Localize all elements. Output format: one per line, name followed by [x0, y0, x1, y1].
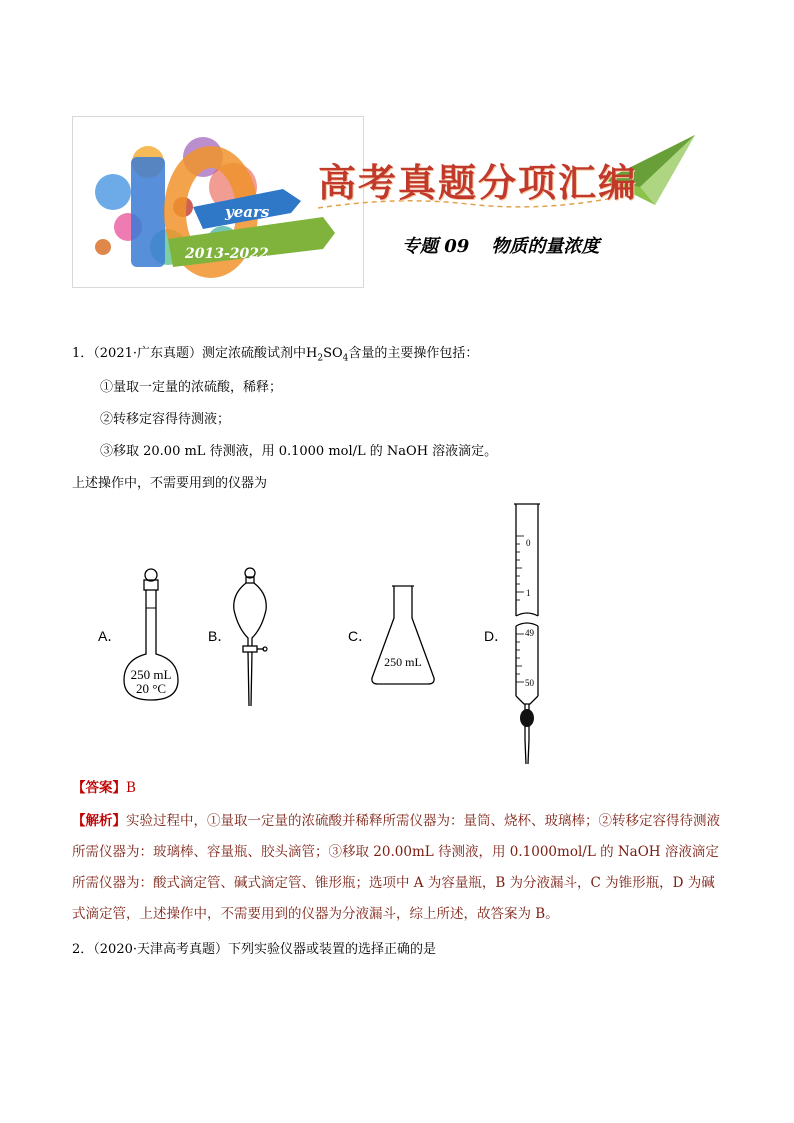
q1-sub-4: 4 — [342, 353, 349, 364]
answer-value: B — [126, 780, 136, 796]
topic-code: 专题 09 — [402, 236, 470, 257]
q1-step-3: ③移取 20.00 mL 待测液，用 0.1000 mol/L 的 NaOH 溶液滴定。 — [100, 444, 498, 459]
option-a-label: A． — [98, 628, 122, 644]
logo-years-word: years — [225, 203, 270, 221]
q1-analysis — [72, 806, 722, 930]
analysis-tag: 【解析】 — [72, 813, 126, 829]
volumetric-flask-icon — [118, 566, 188, 706]
burette-mark-50: 50 — [525, 678, 534, 688]
logo-year-range: 2013-2022 — [185, 246, 269, 262]
q2-stem — [72, 940, 436, 960]
option-b-label: B． — [208, 628, 232, 644]
q2-number: 2． — [72, 942, 94, 957]
q1-sub-2: 2 — [317, 353, 324, 364]
flask-c-volume: 250 mL — [384, 655, 422, 669]
q1-stem — [72, 344, 478, 369]
q1-stem-text-b: SO — [323, 346, 343, 361]
flask-a-volume: 250 mL — [130, 667, 172, 682]
q1-stem-text-a: 测定浓硫酸试剂中H — [202, 346, 318, 361]
burette-mark-0: 0 — [526, 538, 531, 548]
q1-source: （2021·广东真题） — [93, 346, 202, 361]
burette-mark-1: 1 — [526, 588, 531, 598]
q2-text: 下列实验仪器或装置的选择正确的是 — [228, 942, 437, 957]
topic-name: 物质的量浓度 — [491, 236, 600, 257]
q1-answer — [72, 778, 136, 798]
analysis-text: 实验过程中，①量取一定量的浓硫酸并稀释所需仪器为：量筒、烧杯、玻璃棒；②转移定容得待测液所需仪器为：玻璃棒、容量瓶、胶头滴管；③移取 20.00mL 待测液，用 0.1000mol/L 的 NaOH 溶液滴定所需仪器为：酸式滴定管、碱式滴定管、锥形瓶；选项中 A 为容量瓶，B 为分液漏斗，C 为锥形瓶，D 为碱式滴定管，上述操作中，不需要用到的仪器为分液漏斗，综上所述，故答案为 B。 — [72, 813, 720, 922]
q1-step-2: ②转移定容得待测液； — [100, 412, 231, 427]
q1-question: 上述操作中，不需要用到的仪器为 — [72, 476, 268, 491]
answer-tag: 【答案】 — [72, 780, 126, 796]
erlenmeyer-flask-icon — [368, 584, 438, 688]
option-c-label: C． — [348, 628, 373, 644]
q1-step-1: ①量取一定量的浓硫酸，稀释； — [100, 380, 283, 395]
series-title: 高考真题分项汇编 — [318, 160, 639, 205]
topic-heading — [402, 232, 599, 258]
q1-number: 1． — [72, 346, 94, 361]
q1-stem-text-c: 含量的主要操作包括： — [348, 346, 479, 361]
q2-source: （2020·天津高考真题） — [93, 942, 228, 957]
separatory-funnel-icon — [228, 566, 278, 711]
flask-a-temp: 20 °C — [135, 681, 167, 696]
option-d-label: D． — [484, 628, 509, 644]
burette-mark-49: 49 — [525, 628, 534, 638]
base-burette-icon — [508, 500, 560, 768]
